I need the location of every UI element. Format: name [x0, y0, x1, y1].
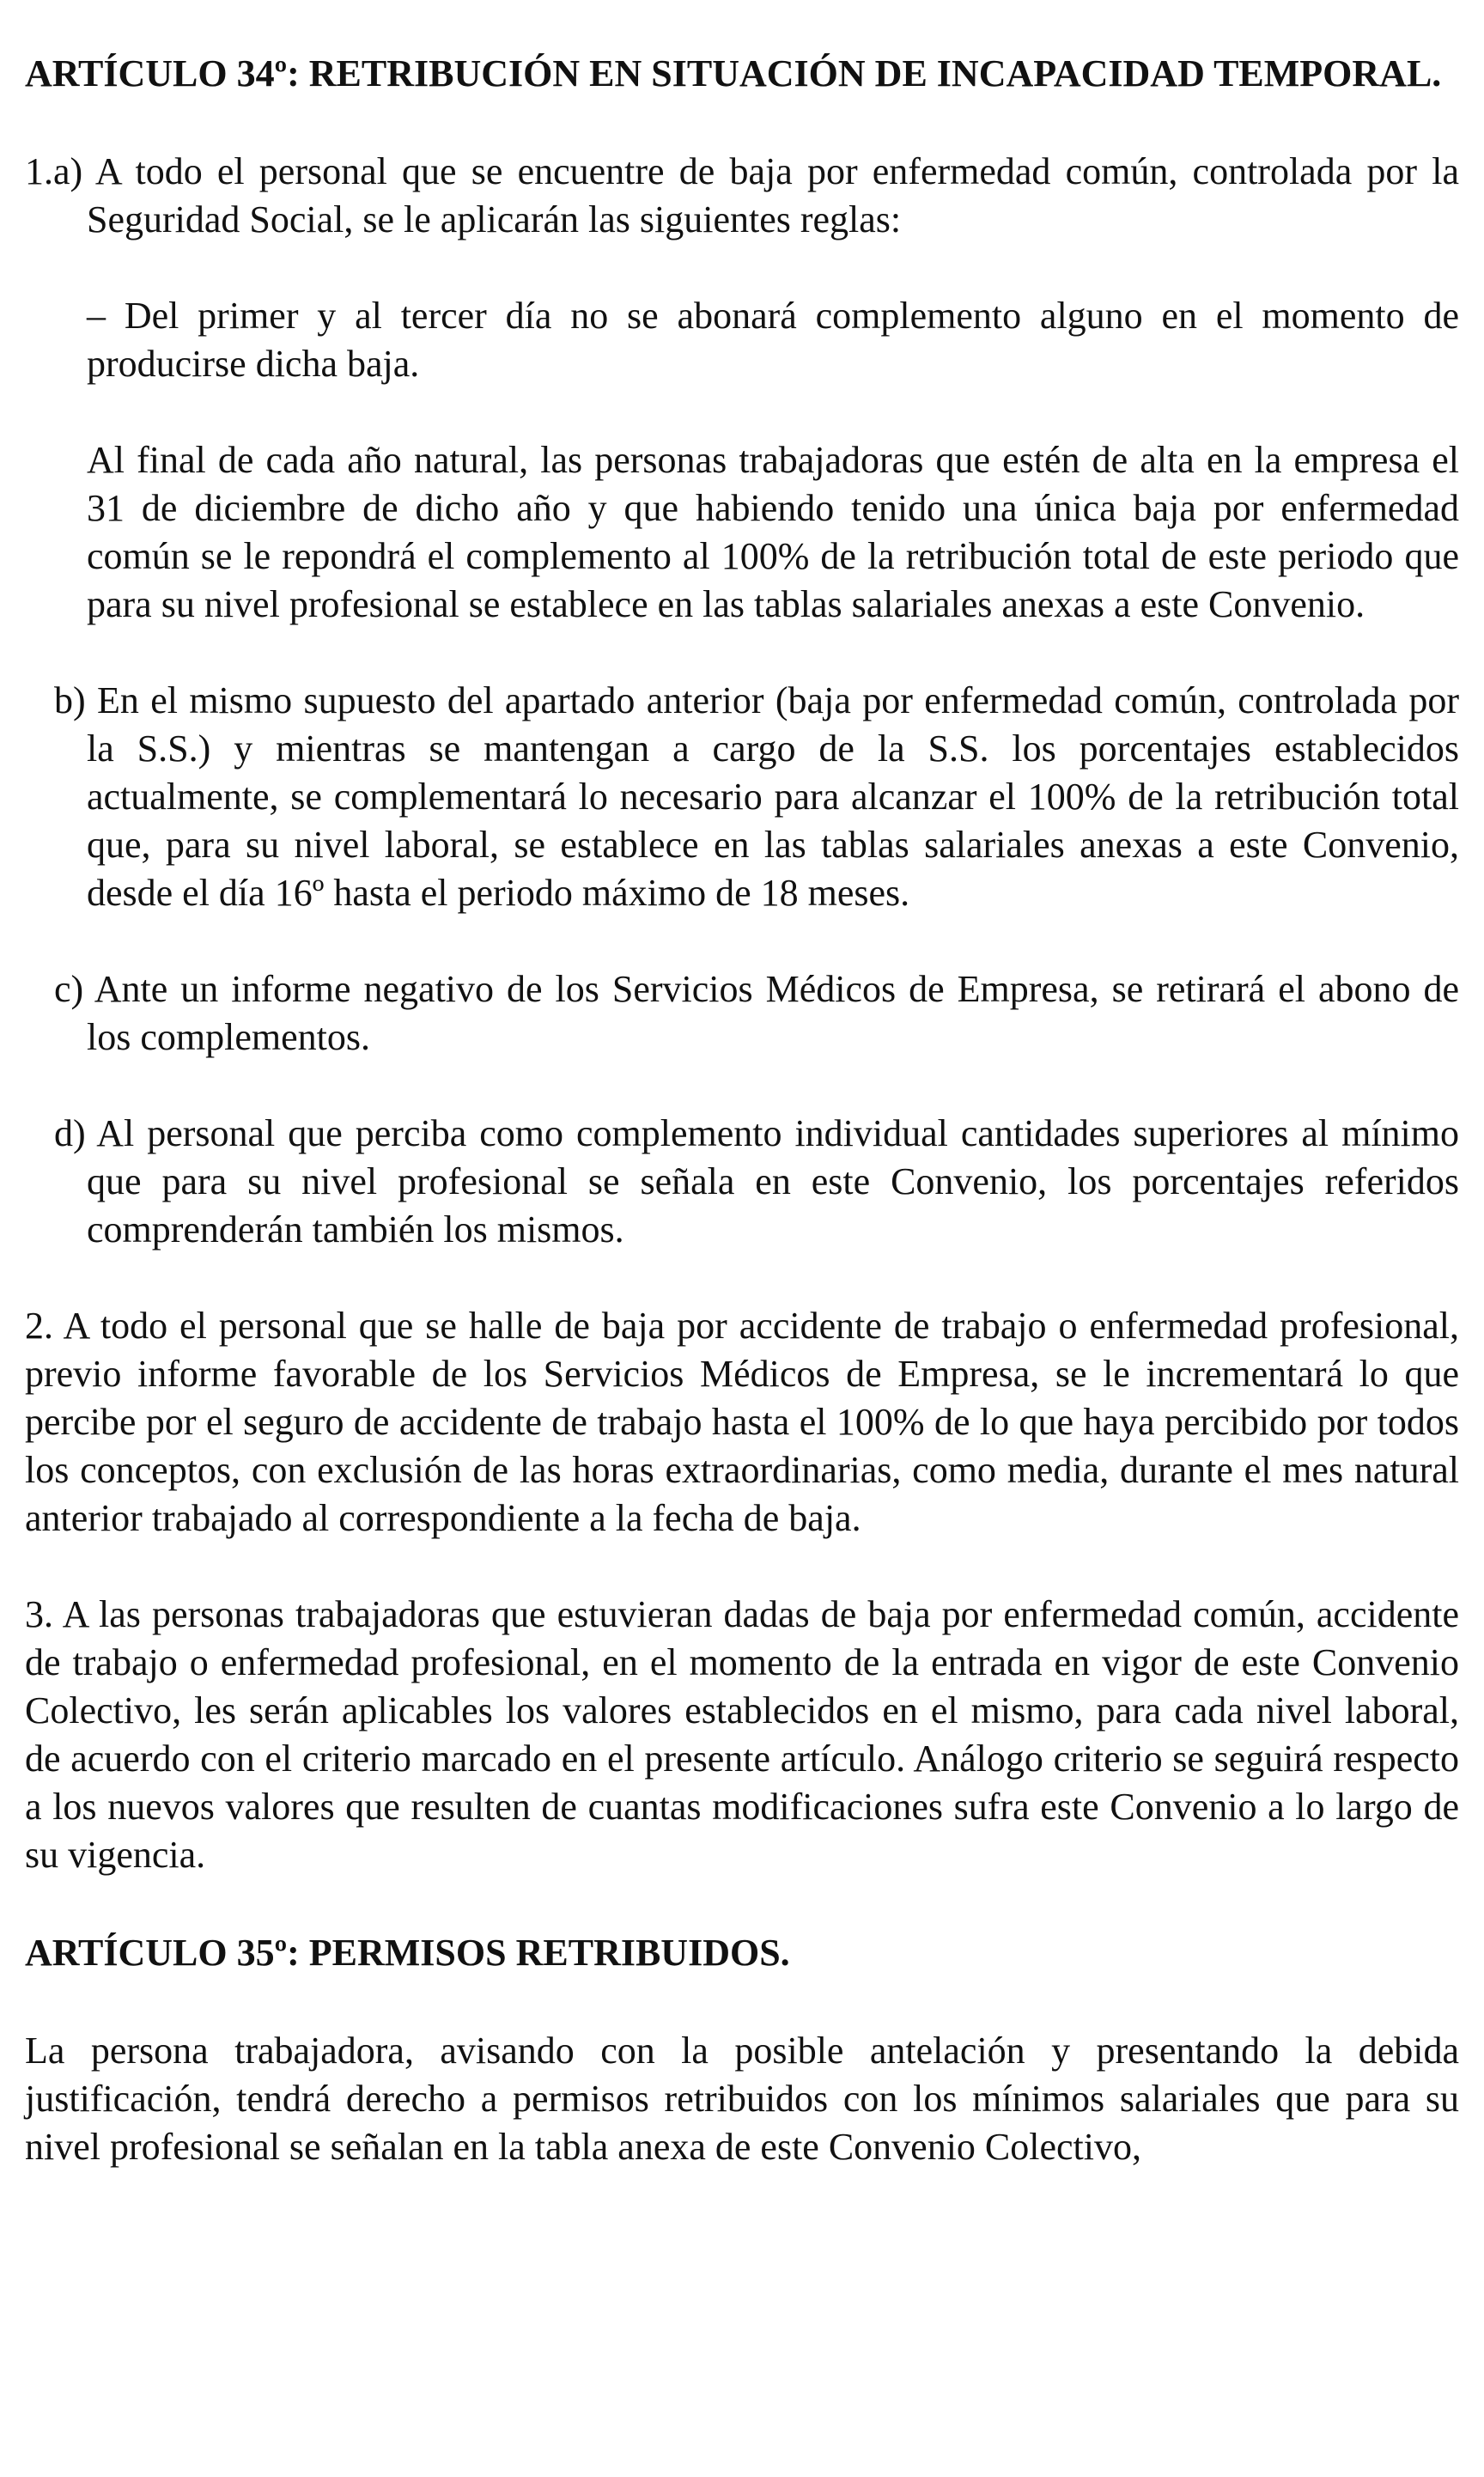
article-34-heading: ARTÍCULO 34º: RETRIBUCIÓN EN SITUACIÓN DE INCAPACIDAD TEMPORAL. — [25, 52, 1442, 94]
article-34-paragraph-1a-dash-item: – Del primer y al tercer día no se abonará complemento alguno en el momento de producirse dicha baja. — [87, 295, 1459, 385]
article-34-paragraph-1a: 1.a) A todo el personal que se encuentre de baja por enfermedad común, controlada por la Seguridad Social, se le aplicarán las siguientes reglas: — [25, 150, 1459, 240]
article-34-paragraph-1c: c) Ante un informe negativo de los Servicios Médicos de Empresa, se retirará el abono de los complementos. — [54, 968, 1459, 1058]
article-34-paragraph-3: 3. A las personas trabajadoras que estuvieran dadas de baja por enfermedad común, accidente de trabajo o enfermedad profesional, en el momento de la entrada en vigor de este Convenio Colectivo, les serán aplicables los valores establecidos en el mismo, para cada nivel laboral, de acuerdo con el criterio marcado en el presente artículo. Análogo criterio se seguirá respecto a los nuevos valores que resulten de cuantas modificaciones sufra este Convenio a lo largo de su vigencia. — [25, 1593, 1459, 1876]
article-34-paragraph-2: 2. A todo el personal que se halle de baja por accidente de trabajo o enfermedad profesional, previo informe favorable de los Servicios Médicos de Empresa, se le incrementará lo que percibe por el seguro de accidente de trabajo hasta el 100% de lo que haya percibido por todos los conceptos, con exclusión de las horas extraordinarias, como media, durante el mes natural anterior trabajado al correspondiente a la fecha de baja. — [25, 1305, 1459, 1539]
article-34-paragraph-1a-final: Al final de cada año natural, las personas trabajadoras que estén de alta en la empresa el 31 de diciembre de dicho año y que habiendo tenido una única baja por enfermedad común se le repondrá el complemento al 100% de la retribución total de este periodo que para su nivel profesional se establece en las tablas salariales anexas a este Convenio. — [87, 439, 1459, 625]
article-35-paragraph-1: La persona trabajadora, avisando con la posible antelación y presentando la debida justificación, tendrá derecho a permisos retribuidos con los mínimos salariales que para su nivel profesional se señalan en la tabla anexa de este Convenio Colectivo, — [25, 2030, 1459, 2168]
document-page — [25, 50, 1459, 2171]
article-35-heading: ARTÍCULO 35º: PERMISOS RETRIBUIDOS. — [25, 1932, 790, 1974]
article-34-paragraph-1d: d) Al personal que perciba como complemento individual cantidades superiores al mínimo que para su nivel profesional se señala en este Convenio, los porcentajes referidos comprenderán también los mismos. — [54, 1112, 1459, 1251]
article-34-paragraph-1b: b) En el mismo supuesto del apartado anterior (baja por enfermedad común, controlada por la S.S.) y mientras se mantengan a cargo de la S.S. los porcentajes establecidos actualmente, se complementará lo necesario para alcanzar el 100% de la retribución total que, para su nivel laboral, se establece en las tablas salariales anexas a este Convenio, desde el día 16º hasta el periodo máximo de 18 meses. — [54, 679, 1459, 914]
